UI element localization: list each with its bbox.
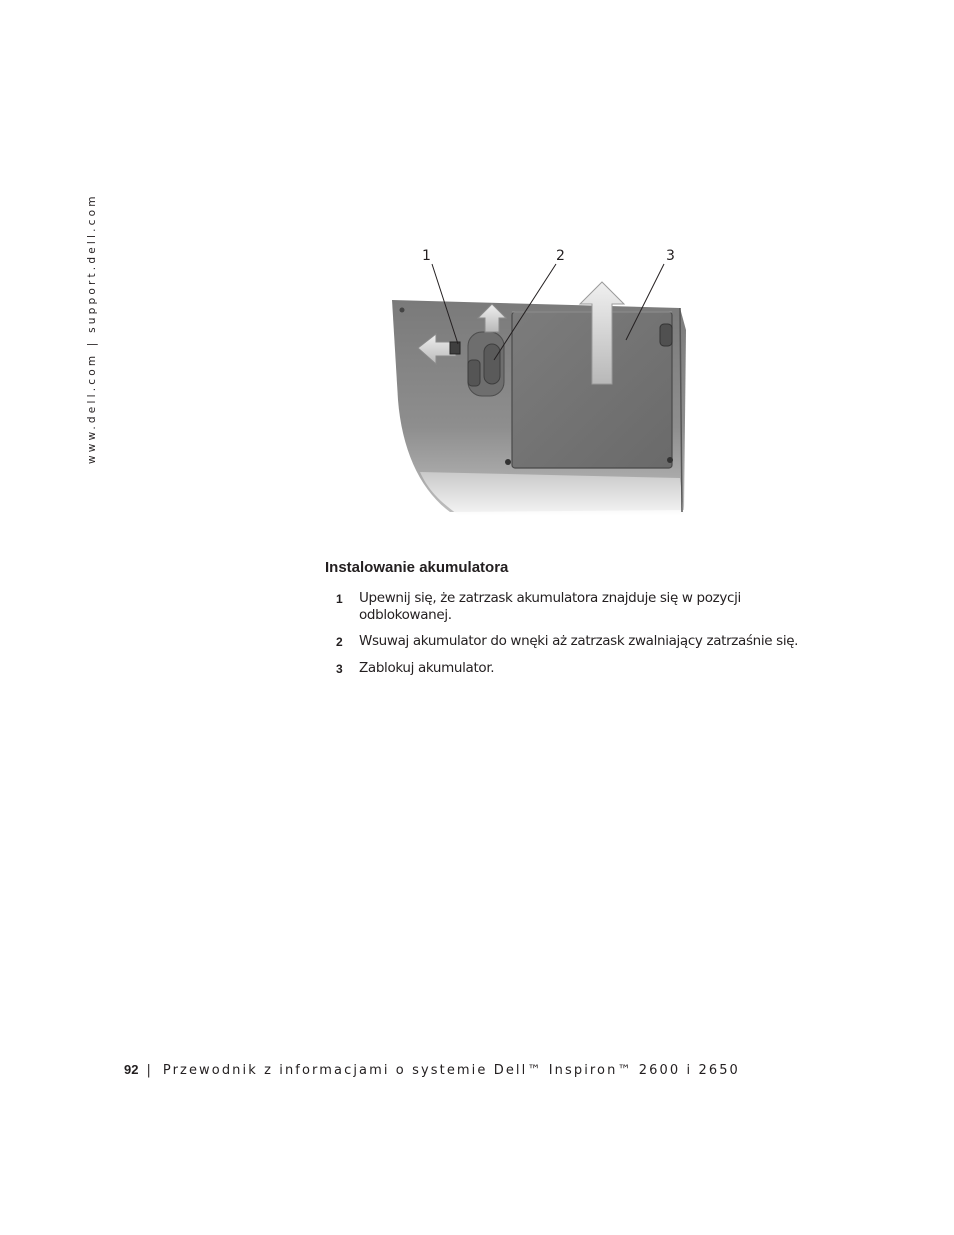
steps-list	[336, 590, 816, 687]
step-text: Zablokuj akumulator.	[359, 660, 495, 676]
step-number: 2	[336, 635, 343, 649]
callout-2: 2	[556, 248, 565, 264]
step-number: 3	[336, 662, 343, 676]
footer-title: Przewodnik z informacjami o systemie Dell™ Inspiron™ 2600 i 2650	[162, 1063, 740, 1078]
laptop-rim	[420, 472, 684, 516]
section-title: Instalowanie akumulatora	[325, 559, 509, 576]
callout-1: 1	[422, 248, 431, 264]
list-item	[336, 633, 816, 651]
side-url: www.dell.com | support.dell.com	[86, 193, 98, 464]
list-item	[336, 660, 816, 678]
list-item	[336, 590, 816, 624]
callout-3: 3	[666, 248, 675, 264]
battery-bay-drawing	[380, 240, 700, 520]
page-footer	[124, 1062, 740, 1078]
step-number: 1	[336, 592, 343, 606]
step-text: Upewnij się, że zatrzask akumulatora znajduje się w pozycji odblokowanej.	[359, 590, 741, 623]
footer-separator: |	[146, 1063, 151, 1078]
page-number: 92	[124, 1062, 139, 1077]
battery-bay-illustration	[380, 240, 700, 520]
step-text: Wsuwaj akumulator do wnęki aż zatrzask zwalniający zatrzaśnie się.	[359, 633, 799, 649]
